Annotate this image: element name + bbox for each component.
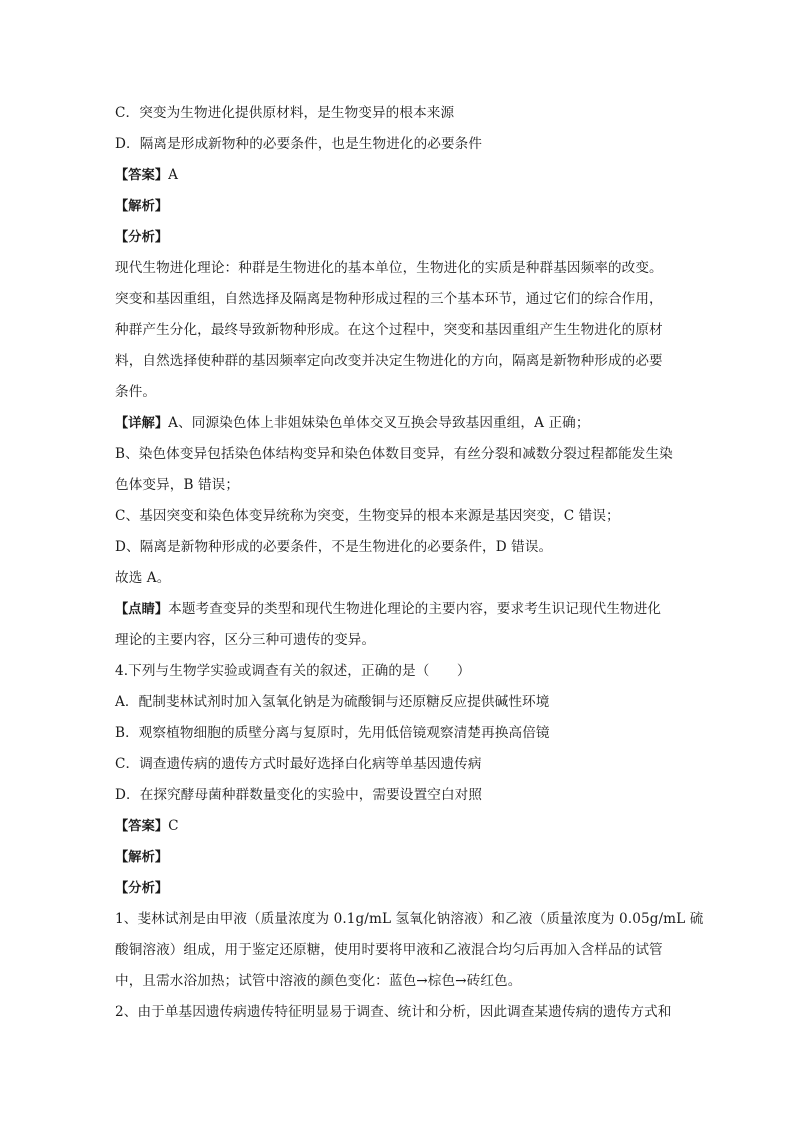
option-b-text: B．观察植物细胞的质壁分离与复原时，先用低倍镜观察清楚再换高倍镜 <box>115 725 550 741</box>
paragraph-line <box>115 506 685 526</box>
option-d <box>115 134 685 154</box>
detail-heading <box>115 413 685 434</box>
paragraph-line <box>115 537 685 557</box>
paragraph-line <box>115 971 685 991</box>
option-c <box>115 754 685 774</box>
paragraph-text: 条件。 <box>115 384 157 400</box>
paragraph-text: C、基因突变和染色体变异统称为突变，生物变异的根本来源是基因突变，C 错误； <box>115 508 620 524</box>
answer-label: 【答案】 <box>115 819 169 834</box>
note-label: 【点睛】 <box>115 602 169 617</box>
paragraph-line <box>115 568 685 588</box>
option-d <box>115 785 685 805</box>
paragraph-line <box>115 475 685 495</box>
note-heading <box>115 599 685 620</box>
option-c <box>115 103 685 123</box>
paragraph-text: 1、斐林试剂是由甲液（质量浓度为 0.1g/mL 氢氧化钠溶液）和乙液（质量浓度为 0.05g/mL 硫 <box>115 911 704 927</box>
option-a <box>115 692 685 712</box>
analysis-heading <box>115 196 685 217</box>
answer-value: C <box>168 818 179 834</box>
analysis-label: 【解析】 <box>115 199 169 214</box>
paragraph-line <box>115 258 685 278</box>
option-a-text: A．配制斐林试剂时加入氢氧化钠是为硫酸铜与还原糖反应提供碱性环境 <box>115 694 550 710</box>
paragraph-line <box>115 289 685 309</box>
option-c-text: C．突变为生物进化提供原材料，是生物变异的根本来源 <box>115 105 455 121</box>
analysis-label: 【解析】 <box>115 850 169 865</box>
paragraph-text: 色体变异，B 错误； <box>115 477 240 493</box>
paragraph-line <box>115 940 685 960</box>
analysis-heading <box>115 847 685 868</box>
breakdown-label: 【分析】 <box>115 881 169 896</box>
paragraph-line <box>115 382 685 402</box>
breakdown-heading <box>115 878 685 899</box>
breakdown-heading <box>115 227 685 248</box>
paragraph-text: 2、由于单基因遗传病遗传特征明显易于调查、统计和分析，因此调查某遗传病的遗传方式和 <box>115 1004 672 1020</box>
paragraph-text: 种群产生分化，最终导致新物种形成。在这个过程中，突变和基因重组产生生物进化的原材 <box>115 322 663 338</box>
paragraph-text: B、染色体变异包括染色体结构变异和染色体数目变异，有丝分裂和减数分裂过程都能发生染 <box>115 446 673 462</box>
breakdown-label: 【分析】 <box>115 230 169 245</box>
paragraph-text: 中，且需水浴加热；试管中溶液的颜色变化：蓝色→棕色→砖红色。 <box>115 973 522 989</box>
paragraph-line <box>115 444 685 464</box>
option-b <box>115 723 685 743</box>
answer-label: 【答案】 <box>115 168 169 183</box>
paragraph-text: 酸铜溶液）组成，用于鉴定还原糖，使用时要将甲液和乙液混合均匀后再加入含样品的试管 <box>115 942 663 958</box>
paragraph-line <box>115 351 685 371</box>
note-text: 本题考查变异的类型和现代生物进化理论的主要内容，要求考生识记现代生物进化 <box>168 601 662 617</box>
paragraph-text: 故选 A。 <box>115 570 171 586</box>
paragraph-line <box>115 320 685 340</box>
paragraph-text: D、隔离是新物种形成的必要条件，不是生物进化的必要条件，D 错误。 <box>115 539 553 555</box>
answer-heading <box>115 816 685 837</box>
paragraph-line <box>115 909 704 929</box>
paragraph-text: 突变和基因重组，自然选择及隔离是物种形成过程的三个基本环节，通过它们的综合作用， <box>115 291 663 307</box>
answer-value: A <box>168 167 179 183</box>
detail-text: A、同源染色体上非姐妹染色单体交叉互换会导致基因重组，A 正确； <box>168 415 590 431</box>
question-text: 4.下列与生物学实验或调查有关的叙述，正确的是（ ） <box>115 663 471 679</box>
option-c-text: C．调查遗传病的遗传方式时最好选择白化病等单基因遗传病 <box>115 756 482 772</box>
question-stem <box>115 661 685 681</box>
paragraph-text: 理论的主要内容，区分三种可遗传的变异。 <box>115 632 376 648</box>
option-d-text: D．在探究酵母菌种群数量变化的实验中，需要设置空白对照 <box>115 787 483 803</box>
paragraph-line <box>115 1002 685 1022</box>
answer-heading <box>115 165 685 186</box>
detail-label: 【详解】 <box>115 416 169 431</box>
paragraph-text: 料，自然选择使种群的基因频率定向改变并决定生物进化的方向，隔离是新物种形成的必要 <box>115 353 663 369</box>
paragraph-text: 现代生物进化理论：种群是生物进化的基本单位，生物进化的实质是种群基因频率的改变。 <box>115 260 663 276</box>
paragraph-line <box>115 630 685 650</box>
option-d-text: D．隔离是形成新物种的必要条件，也是生物进化的必要条件 <box>115 136 483 152</box>
